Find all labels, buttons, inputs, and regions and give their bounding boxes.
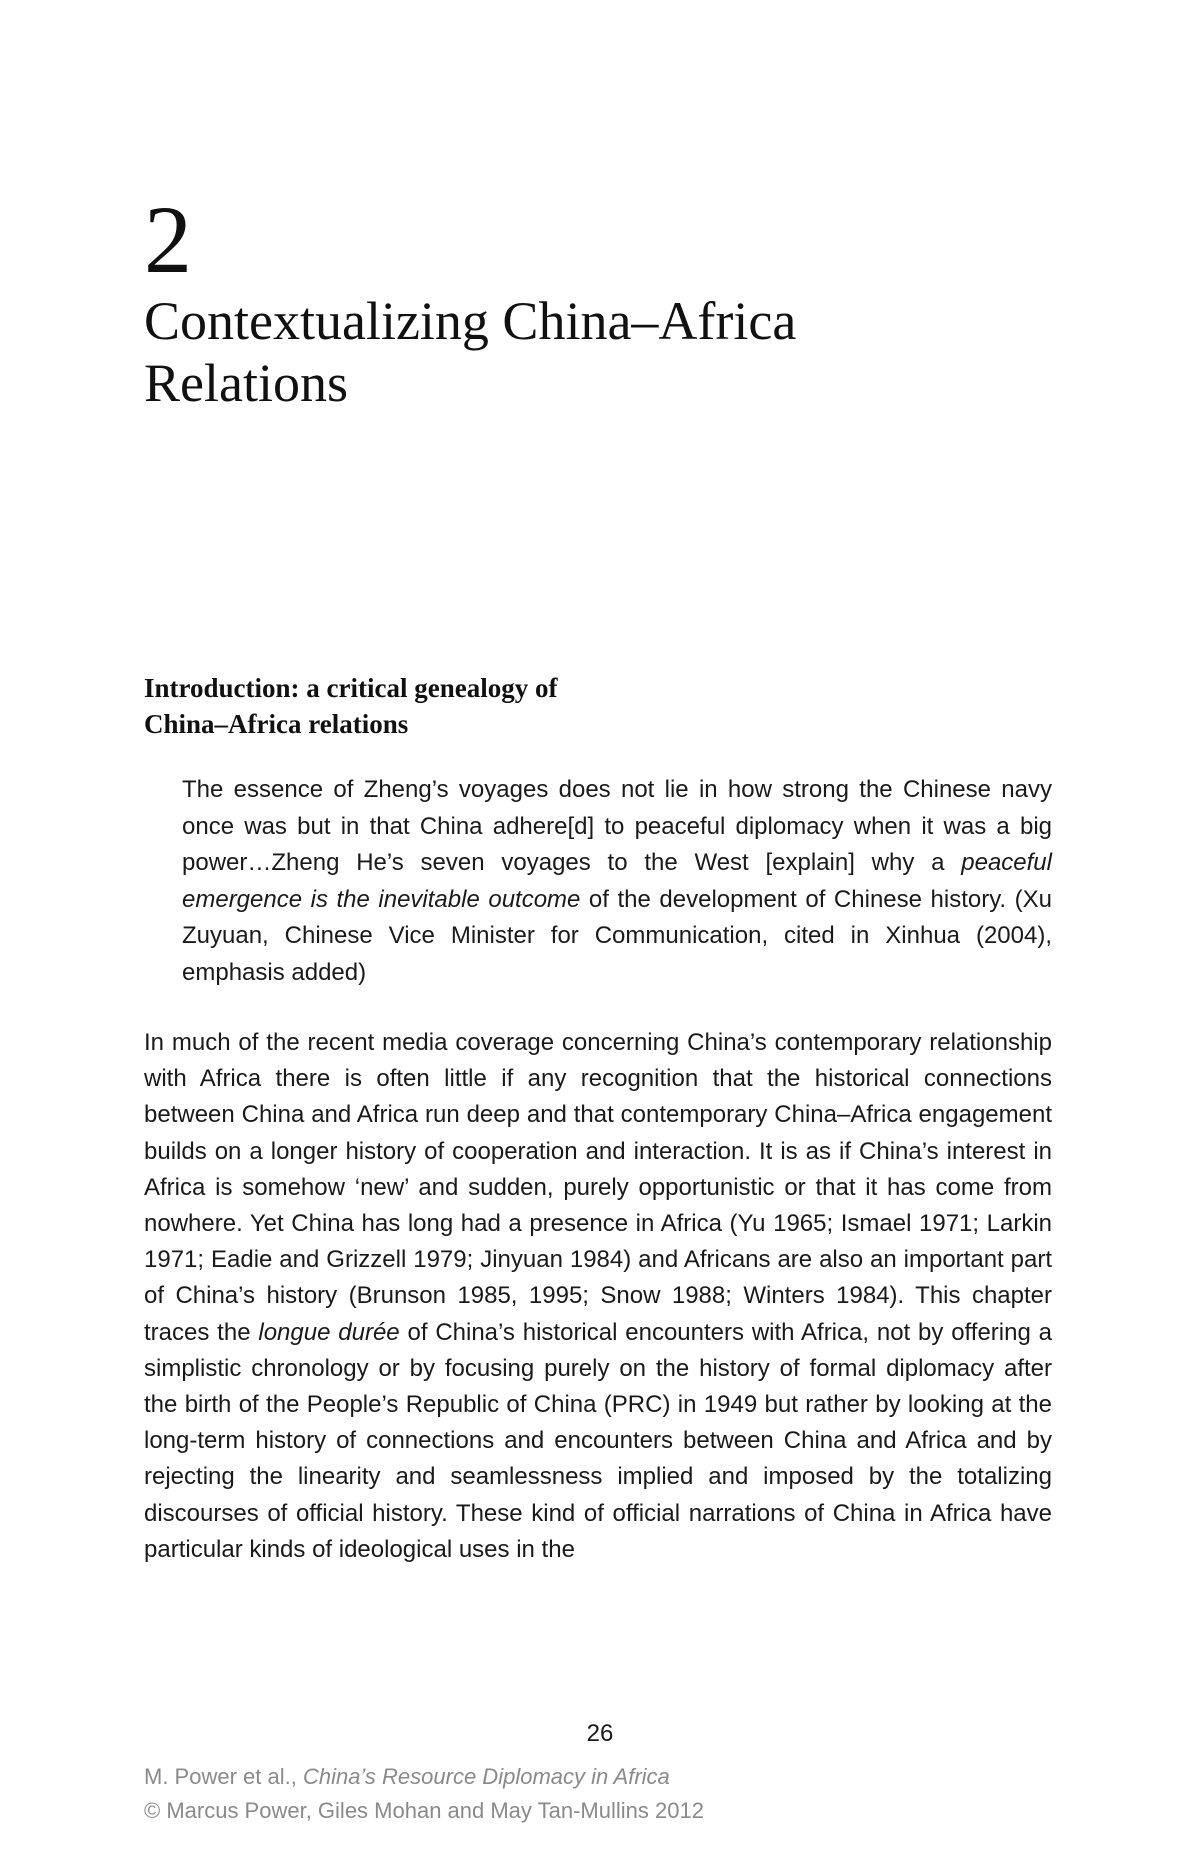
body-text-part1: In much of the recent media coverage concerning China’s contemporary relationship with Africa there is often little if any recognition that the historical connections between China and Africa run deep and that contemporary China–Africa engagement builds on a longer history of cooperation and interaction. It is as if China’s interest in Africa is somehow ‘new’ and sudden, purely opportunistic or that it has come from nowhere. Yet China has long had a presence in Africa (Yu 1965; Ismael 1971; Larkin 1971; Eadie and Grizzell 1979; Jinyuan 1984) and Africans are also an important part of China’s history (Brunson 1985, 1995; Snow 1988; Winters 1984). This chapter traces the bbox=[144, 1029, 1052, 1346]
section-heading-line2: China–Africa relations bbox=[144, 709, 409, 739]
body-text-part2: of China’s historical encounters with Africa, not by offering a simplistic chronology or by focusing purely on the history of formal diplomacy after the birth of the People’s Republic of China (PRC) in 1949 but rather by looking at the long-term history of connections and encounters between China and Africa and by rejecting the linearity and seamlessness implied and imposed by the totalizing discourses of official history. These kind of official narrations of China in Africa have particular kinds of ideological uses in the bbox=[144, 1318, 1052, 1563]
epigraph-text-end: of the development of Chinese history. (Xu Zuyuan, Chinese Vice Minister for Communication, cited in Xinhua (2004), emphasis added) bbox=[182, 885, 1052, 986]
chapter-number: 2 bbox=[144, 186, 192, 293]
body-paragraph bbox=[144, 1025, 1052, 1568]
epigraph-quote bbox=[182, 772, 1052, 992]
footer-copyright: © Marcus Power, Giles Mohan and May Tan-Mullins 2012 bbox=[144, 1798, 704, 1823]
section-heading-line1: Introduction: a critical genealogy of bbox=[144, 673, 558, 703]
chapter-title: Contextualizing China–Africa Relations bbox=[144, 291, 797, 413]
citation-footer bbox=[144, 1760, 704, 1828]
epigraph-text-start: The essence of Zheng’s voyages does not lie in how strong the Chinese navy once was but in that China adhere[d] to peaceful diplomacy when it was a big power…Zheng He’s seven voyages to the West [explain] why a bbox=[182, 776, 1052, 877]
epigraph-emphasis: peaceful emergence is the inevitable outcome bbox=[182, 849, 1052, 913]
footer-book-title: China’s Resource Diplomacy in Africa bbox=[302, 1764, 670, 1789]
footer-authors: M. Power et al., bbox=[144, 1764, 303, 1789]
page-number: 26 bbox=[586, 1720, 614, 1747]
body-emphasis: longue durée bbox=[258, 1318, 400, 1346]
section-heading bbox=[144, 670, 844, 742]
footer-citation-line bbox=[144, 1760, 704, 1794]
